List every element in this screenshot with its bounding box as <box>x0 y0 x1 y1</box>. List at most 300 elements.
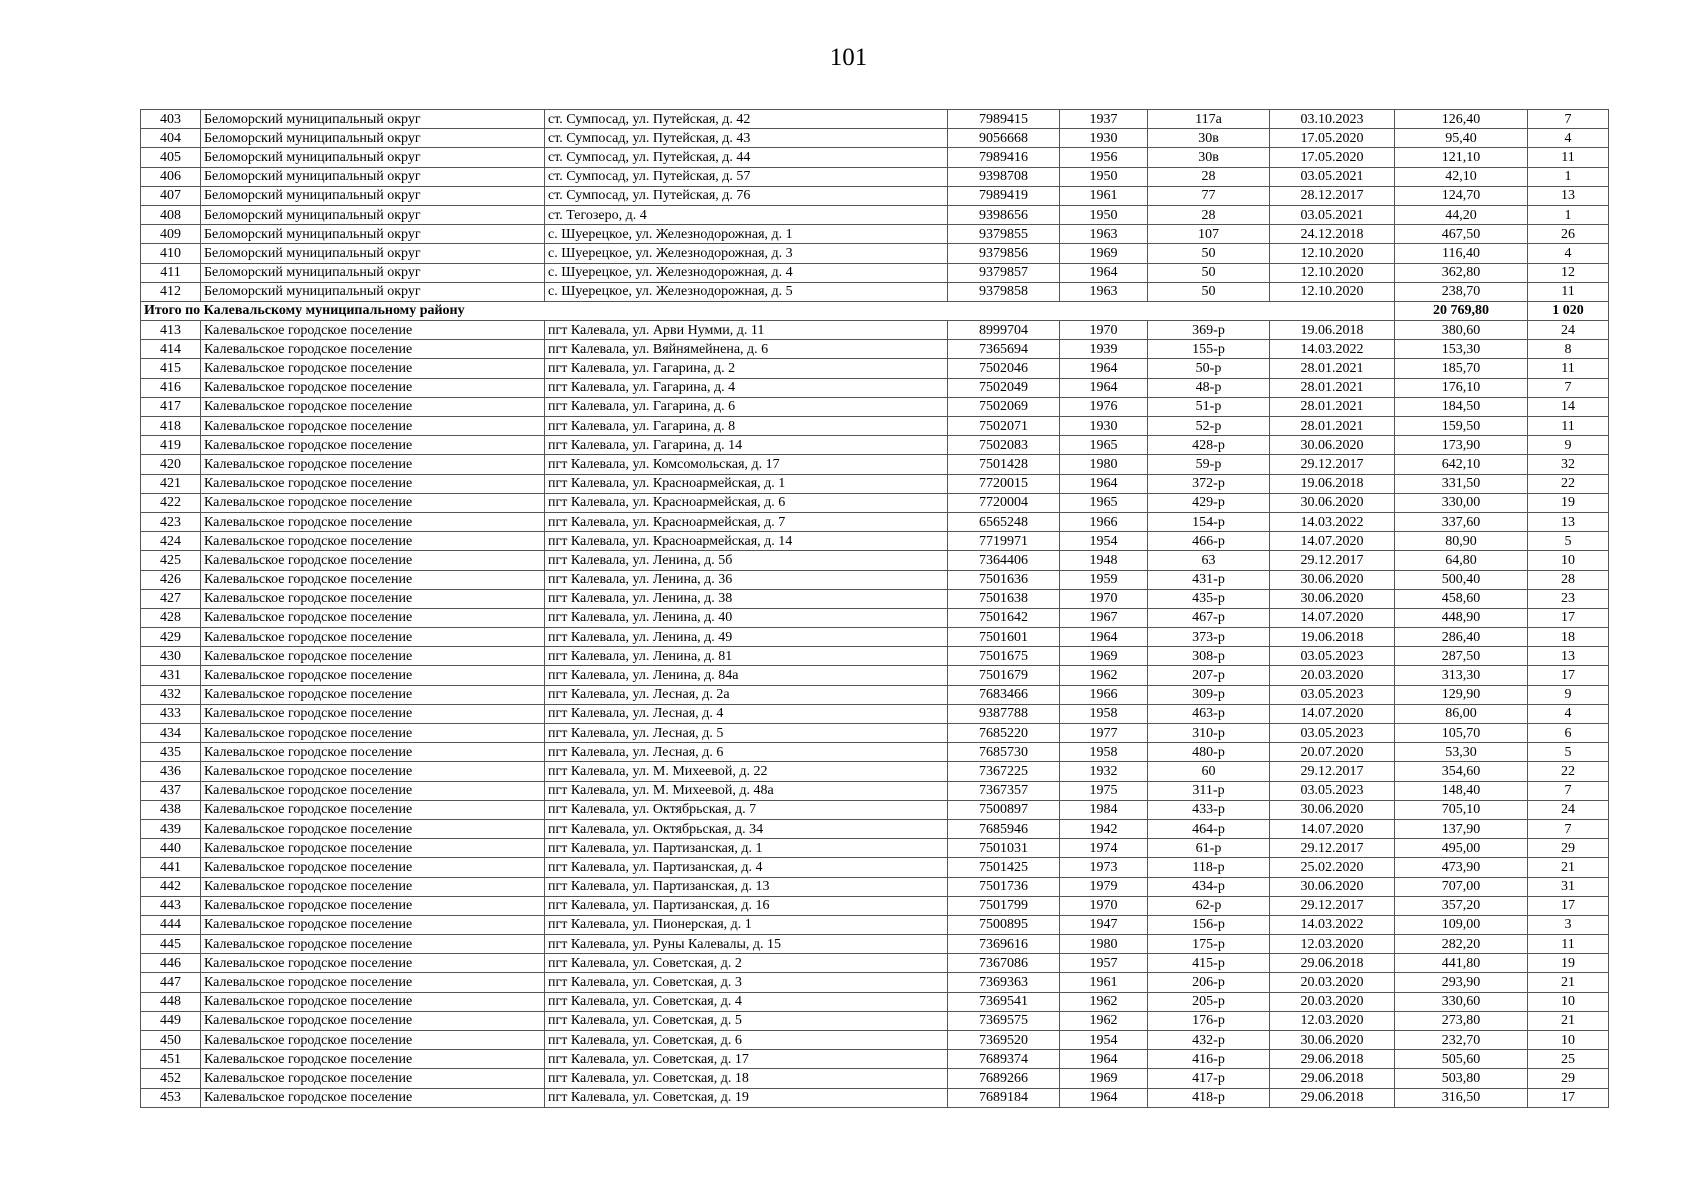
address-cell: пгт Калевала, ул. Гагарина, д. 4 <box>545 378 948 397</box>
year-built-cell: 1942 <box>1060 819 1148 838</box>
table-row <box>141 762 1609 781</box>
table-row <box>141 1088 1609 1107</box>
document-date-cell: 03.05.2023 <box>1270 781 1395 800</box>
table-row <box>141 244 1609 263</box>
address-cell: пгт Калевала, ул. Партизанская, д. 4 <box>545 858 948 877</box>
row-number-cell: 431 <box>141 666 201 685</box>
residents-cell: 5 <box>1528 743 1609 762</box>
area-cell: 42,10 <box>1395 167 1528 186</box>
municipality-cell: Калевальское городское поселение <box>201 436 545 455</box>
municipality-cell: Калевальское городское поселение <box>201 685 545 704</box>
document-date-cell: 29.12.2017 <box>1270 455 1395 474</box>
year-built-cell: 1954 <box>1060 532 1148 551</box>
area-cell: 109,00 <box>1395 915 1528 934</box>
municipality-cell: Калевальское городское поселение <box>201 781 545 800</box>
document-date-cell: 17.05.2020 <box>1270 148 1395 167</box>
municipality-cell: Калевальское городское поселение <box>201 551 545 570</box>
year-built-cell: 1930 <box>1060 417 1148 436</box>
residents-cell: 21 <box>1528 858 1609 877</box>
building-code-cell: 7502049 <box>948 378 1060 397</box>
row-number-cell: 438 <box>141 800 201 819</box>
document-number-cell: 466-р <box>1148 532 1270 551</box>
address-cell: пгт Калевала, ул. Красноармейская, д. 1 <box>545 474 948 493</box>
table-row <box>141 1031 1609 1050</box>
municipality-cell: Беломорский муниципальный округ <box>201 205 545 224</box>
document-number-cell: 415-р <box>1148 954 1270 973</box>
municipality-cell: Калевальское городское поселение <box>201 628 545 647</box>
area-cell: 707,00 <box>1395 877 1528 896</box>
residents-cell: 23 <box>1528 589 1609 608</box>
document-date-cell: 12.10.2020 <box>1270 263 1395 282</box>
row-number-cell: 429 <box>141 628 201 647</box>
row-number-cell: 417 <box>141 397 201 416</box>
residents-cell: 32 <box>1528 455 1609 474</box>
building-code-cell: 7720015 <box>948 474 1060 493</box>
address-cell: пгт Калевала, ул. Ленина, д. 40 <box>545 608 948 627</box>
residents-cell: 10 <box>1528 992 1609 1011</box>
document-number-cell: 30в <box>1148 148 1270 167</box>
building-code-cell: 6565248 <box>948 512 1060 531</box>
document-number-cell: 207-р <box>1148 666 1270 685</box>
municipality-cell: Калевальское городское поселение <box>201 378 545 397</box>
document-date-cell: 30.06.2020 <box>1270 493 1395 512</box>
year-built-cell: 1965 <box>1060 493 1148 512</box>
table-row <box>141 225 1609 244</box>
municipality-cell: Беломорский муниципальный округ <box>201 110 545 129</box>
table-row <box>141 992 1609 1011</box>
row-number-cell: 406 <box>141 167 201 186</box>
residents-cell: 17 <box>1528 608 1609 627</box>
residents-cell: 13 <box>1528 647 1609 666</box>
area-cell: 148,40 <box>1395 781 1528 800</box>
row-number-cell: 409 <box>141 225 201 244</box>
document-date-cell: 12.03.2020 <box>1270 1011 1395 1030</box>
page-number: 101 <box>829 44 868 71</box>
area-cell: 86,00 <box>1395 704 1528 723</box>
municipality-cell: Калевальское городское поселение <box>201 762 545 781</box>
residents-cell: 17 <box>1528 666 1609 685</box>
row-number-cell: 449 <box>141 1011 201 1030</box>
document-date-cell: 14.03.2022 <box>1270 340 1395 359</box>
table-row <box>141 570 1609 589</box>
municipality-cell: Калевальское городское поселение <box>201 973 545 992</box>
building-code-cell: 7501636 <box>948 570 1060 589</box>
document-date-cell: 12.10.2020 <box>1270 244 1395 263</box>
municipality-cell: Калевальское городское поселение <box>201 474 545 493</box>
municipality-cell: Калевальское городское поселение <box>201 493 545 512</box>
row-number-cell: 413 <box>141 321 201 340</box>
area-cell: 505,60 <box>1395 1050 1528 1069</box>
table-row <box>141 743 1609 762</box>
document-number-cell: 50 <box>1148 244 1270 263</box>
building-code-cell: 7685220 <box>948 724 1060 743</box>
table-row <box>141 474 1609 493</box>
address-cell: пгт Калевала, ул. Советская, д. 2 <box>545 954 948 973</box>
document-number-cell: 480-р <box>1148 743 1270 762</box>
row-number-cell: 444 <box>141 915 201 934</box>
document-number-cell: 52-р <box>1148 417 1270 436</box>
address-cell: пгт Калевала, ул. Гагарина, д. 8 <box>545 417 948 436</box>
residents-cell: 7 <box>1528 819 1609 838</box>
row-number-cell: 412 <box>141 282 201 301</box>
address-cell: пгт Калевала, ул. М. Михеевой, д. 22 <box>545 762 948 781</box>
building-code-cell: 7369616 <box>948 935 1060 954</box>
table-row <box>141 205 1609 224</box>
document-date-cell: 14.03.2022 <box>1270 915 1395 934</box>
area-cell: 467,50 <box>1395 225 1528 244</box>
year-built-cell: 1979 <box>1060 877 1148 896</box>
document-number-cell: 48-р <box>1148 378 1270 397</box>
municipality-cell: Калевальское городское поселение <box>201 839 545 858</box>
document-number-cell: 50-р <box>1148 359 1270 378</box>
building-code-cell: 7689374 <box>948 1050 1060 1069</box>
residents-cell: 5 <box>1528 532 1609 551</box>
residents-cell: 9 <box>1528 436 1609 455</box>
municipality-cell: Калевальское городское поселение <box>201 417 545 436</box>
document-number-cell: 308-р <box>1148 647 1270 666</box>
area-cell: 330,60 <box>1395 992 1528 1011</box>
table-row <box>141 685 1609 704</box>
document-number-cell: 176-р <box>1148 1011 1270 1030</box>
residents-cell: 29 <box>1528 1069 1609 1088</box>
address-cell: ст. Сумпосад, ул. Путейская, д. 44 <box>545 148 948 167</box>
year-built-cell: 1977 <box>1060 724 1148 743</box>
building-code-cell: 7501679 <box>948 666 1060 685</box>
address-cell: с. Шуерецкое, ул. Железнодорожная, д. 5 <box>545 282 948 301</box>
address-cell: пгт Калевала, ул. Гагарина, д. 6 <box>545 397 948 416</box>
row-number-cell: 450 <box>141 1031 201 1050</box>
table-row <box>141 378 1609 397</box>
total-label-cell: Итого по Калевальскому муниципальному району <box>141 301 1395 320</box>
document-date-cell: 14.07.2020 <box>1270 532 1395 551</box>
table-row <box>141 704 1609 723</box>
address-cell: пгт Калевала, ул. Арви Нумми, д. 11 <box>545 321 948 340</box>
municipality-cell: Калевальское городское поселение <box>201 800 545 819</box>
residents-cell: 14 <box>1528 397 1609 416</box>
row-number-cell: 427 <box>141 589 201 608</box>
document-number-cell: 418-р <box>1148 1088 1270 1107</box>
document-date-cell: 12.10.2020 <box>1270 282 1395 301</box>
residents-cell: 13 <box>1528 512 1609 531</box>
residents-cell: 25 <box>1528 1050 1609 1069</box>
table-row <box>141 340 1609 359</box>
row-number-cell: 410 <box>141 244 201 263</box>
document-date-cell: 03.05.2023 <box>1270 685 1395 704</box>
municipality-cell: Калевальское городское поселение <box>201 570 545 589</box>
table-row <box>141 436 1609 455</box>
municipality-cell: Калевальское городское поселение <box>201 896 545 915</box>
year-built-cell: 1964 <box>1060 263 1148 282</box>
year-built-cell: 1970 <box>1060 589 1148 608</box>
table-row <box>141 493 1609 512</box>
municipality-cell: Беломорский муниципальный округ <box>201 186 545 205</box>
document-date-cell: 03.05.2023 <box>1270 647 1395 666</box>
document-date-cell: 14.07.2020 <box>1270 608 1395 627</box>
table-row <box>141 877 1609 896</box>
document-number-cell: 428-р <box>1148 436 1270 455</box>
row-number-cell: 420 <box>141 455 201 474</box>
residents-cell: 17 <box>1528 896 1609 915</box>
address-cell: пгт Калевала, ул. Советская, д. 19 <box>545 1088 948 1107</box>
row-number-cell: 442 <box>141 877 201 896</box>
table-row <box>141 896 1609 915</box>
document-date-cell: 20.03.2020 <box>1270 666 1395 685</box>
document-date-cell: 25.02.2020 <box>1270 858 1395 877</box>
table-row <box>141 263 1609 282</box>
document-date-cell: 29.12.2017 <box>1270 551 1395 570</box>
table-row <box>141 417 1609 436</box>
document-number-cell: 467-р <box>1148 608 1270 627</box>
area-cell: 153,30 <box>1395 340 1528 359</box>
row-number-cell: 421 <box>141 474 201 493</box>
area-cell: 331,50 <box>1395 474 1528 493</box>
document-date-cell: 19.06.2018 <box>1270 628 1395 647</box>
area-cell: 500,40 <box>1395 570 1528 589</box>
row-number-cell: 434 <box>141 724 201 743</box>
area-cell: 105,70 <box>1395 724 1528 743</box>
municipality-cell: Калевальское городское поселение <box>201 340 545 359</box>
building-code-cell: 7989419 <box>948 186 1060 205</box>
year-built-cell: 1948 <box>1060 551 1148 570</box>
residents-cell: 19 <box>1528 493 1609 512</box>
area-cell: 503,80 <box>1395 1069 1528 1088</box>
building-code-cell: 7501425 <box>948 858 1060 877</box>
building-code-cell: 7367225 <box>948 762 1060 781</box>
row-number-cell: 441 <box>141 858 201 877</box>
residents-cell: 17 <box>1528 1088 1609 1107</box>
table-row <box>141 608 1609 627</box>
building-code-cell: 7989416 <box>948 148 1060 167</box>
year-built-cell: 1980 <box>1060 455 1148 474</box>
document-number-cell: 28 <box>1148 205 1270 224</box>
residents-cell: 7 <box>1528 781 1609 800</box>
residents-cell: 1 <box>1528 167 1609 186</box>
address-cell: пгт Калевала, ул. Советская, д. 5 <box>545 1011 948 1030</box>
building-code-cell: 7685730 <box>948 743 1060 762</box>
row-number-cell: 432 <box>141 685 201 704</box>
residents-cell: 28 <box>1528 570 1609 589</box>
address-cell: пгт Калевала, ул. Пионерская, д. 1 <box>545 915 948 934</box>
year-built-cell: 1963 <box>1060 225 1148 244</box>
year-built-cell: 1950 <box>1060 167 1148 186</box>
table-row <box>141 186 1609 205</box>
area-cell: 185,70 <box>1395 359 1528 378</box>
row-number-cell: 403 <box>141 110 201 129</box>
year-built-cell: 1984 <box>1060 800 1148 819</box>
table-row <box>141 973 1609 992</box>
area-cell: 173,90 <box>1395 436 1528 455</box>
document-number-cell: 310-р <box>1148 724 1270 743</box>
residents-cell: 24 <box>1528 321 1609 340</box>
document-number-cell: 50 <box>1148 263 1270 282</box>
document-date-cell: 20.03.2020 <box>1270 973 1395 992</box>
year-built-cell: 1961 <box>1060 973 1148 992</box>
address-cell: пгт Калевала, ул. Октябрьская, д. 34 <box>545 819 948 838</box>
address-cell: пгт Калевала, ул. Советская, д. 17 <box>545 1050 948 1069</box>
year-built-cell: 1958 <box>1060 704 1148 723</box>
residents-cell: 19 <box>1528 954 1609 973</box>
address-cell: пгт Калевала, ул. М. Михеевой, д. 48а <box>545 781 948 800</box>
address-cell: пгт Калевала, ул. Лесная, д. 5 <box>545 724 948 743</box>
municipality-cell: Калевальское городское поселение <box>201 666 545 685</box>
document-date-cell: 29.12.2017 <box>1270 839 1395 858</box>
address-cell: пгт Калевала, ул. Ленина, д. 81 <box>545 647 948 666</box>
residents-cell: 12 <box>1528 263 1609 282</box>
document-date-cell: 12.03.2020 <box>1270 935 1395 954</box>
year-built-cell: 1957 <box>1060 954 1148 973</box>
building-code-cell: 9379858 <box>948 282 1060 301</box>
document-number-cell: 417-р <box>1148 1069 1270 1088</box>
area-cell: 232,70 <box>1395 1031 1528 1050</box>
residents-cell: 9 <box>1528 685 1609 704</box>
building-code-cell: 7369520 <box>948 1031 1060 1050</box>
address-cell: пгт Калевала, ул. Советская, д. 3 <box>545 973 948 992</box>
row-number-cell: 418 <box>141 417 201 436</box>
document-date-cell: 28.01.2021 <box>1270 417 1395 436</box>
year-built-cell: 1962 <box>1060 666 1148 685</box>
area-cell: 354,60 <box>1395 762 1528 781</box>
area-cell: 126,40 <box>1395 110 1528 129</box>
municipality-cell: Беломорский муниципальный округ <box>201 244 545 263</box>
residents-cell: 21 <box>1528 973 1609 992</box>
municipality-cell: Калевальское городское поселение <box>201 589 545 608</box>
document-date-cell: 28.01.2021 <box>1270 359 1395 378</box>
row-number-cell: 443 <box>141 896 201 915</box>
document-number-cell: 77 <box>1148 186 1270 205</box>
year-built-cell: 1964 <box>1060 1050 1148 1069</box>
building-code-cell: 7502069 <box>948 397 1060 416</box>
building-code-cell: 7501601 <box>948 628 1060 647</box>
municipality-cell: Беломорский муниципальный округ <box>201 129 545 148</box>
document-date-cell: 20.07.2020 <box>1270 743 1395 762</box>
address-cell: с. Шуерецкое, ул. Железнодорожная, д. 1 <box>545 225 948 244</box>
year-built-cell: 1974 <box>1060 839 1148 858</box>
document-number-cell: 432-р <box>1148 1031 1270 1050</box>
year-built-cell: 1966 <box>1060 512 1148 531</box>
municipality-cell: Калевальское городское поселение <box>201 704 545 723</box>
address-cell: пгт Калевала, ул. Гагарина, д. 2 <box>545 359 948 378</box>
building-code-cell: 7501638 <box>948 589 1060 608</box>
year-built-cell: 1937 <box>1060 110 1148 129</box>
document-date-cell: 28.01.2021 <box>1270 397 1395 416</box>
document-number-cell: 309-р <box>1148 685 1270 704</box>
municipality-cell: Калевальское городское поселение <box>201 397 545 416</box>
residents-cell: 11 <box>1528 148 1609 167</box>
row-number-cell: 422 <box>141 493 201 512</box>
document-date-cell: 14.03.2022 <box>1270 512 1395 531</box>
address-cell: пгт Калевала, ул. Лесная, д. 4 <box>545 704 948 723</box>
building-code-cell: 7501428 <box>948 455 1060 474</box>
year-built-cell: 1969 <box>1060 647 1148 666</box>
total-area-cell: 20 769,80 <box>1395 301 1528 320</box>
document-number-cell: 433-р <box>1148 800 1270 819</box>
document-number-cell: 373-р <box>1148 628 1270 647</box>
municipality-cell: Беломорский муниципальный округ <box>201 263 545 282</box>
area-cell: 116,40 <box>1395 244 1528 263</box>
building-code-cell: 9379855 <box>948 225 1060 244</box>
residents-cell: 1 <box>1528 205 1609 224</box>
residents-cell: 8 <box>1528 340 1609 359</box>
address-cell: пгт Калевала, ул. Ленина, д. 84а <box>545 666 948 685</box>
document-date-cell: 30.06.2020 <box>1270 1031 1395 1050</box>
address-cell: пгт Калевала, ул. Комсомольская, д. 17 <box>545 455 948 474</box>
document-date-cell: 24.12.2018 <box>1270 225 1395 244</box>
municipality-cell: Калевальское городское поселение <box>201 992 545 1011</box>
municipality-cell: Калевальское городское поселение <box>201 647 545 666</box>
year-built-cell: 1964 <box>1060 628 1148 647</box>
row-number-cell: 451 <box>141 1050 201 1069</box>
table-row <box>141 359 1609 378</box>
document-number-cell: 155-р <box>1148 340 1270 359</box>
municipality-cell: Калевальское городское поселение <box>201 858 545 877</box>
row-number-cell: 423 <box>141 512 201 531</box>
document-number-cell: 311-р <box>1148 781 1270 800</box>
document-date-cell: 19.06.2018 <box>1270 321 1395 340</box>
residents-cell: 7 <box>1528 378 1609 397</box>
area-cell: 448,90 <box>1395 608 1528 627</box>
year-built-cell: 1962 <box>1060 992 1148 1011</box>
row-number-cell: 435 <box>141 743 201 762</box>
row-number-cell: 433 <box>141 704 201 723</box>
row-number-cell: 414 <box>141 340 201 359</box>
address-cell: пгт Калевала, ул. Лесная, д. 6 <box>545 743 948 762</box>
municipality-cell: Калевальское городское поселение <box>201 608 545 627</box>
table-row <box>141 781 1609 800</box>
table-row <box>141 148 1609 167</box>
row-number-cell: 426 <box>141 570 201 589</box>
table-row <box>141 724 1609 743</box>
row-number-cell: 439 <box>141 819 201 838</box>
document-number-cell: 50 <box>1148 282 1270 301</box>
year-built-cell: 1965 <box>1060 436 1148 455</box>
building-code-cell: 7369575 <box>948 1011 1060 1030</box>
table-row <box>141 110 1609 129</box>
document-date-cell: 30.06.2020 <box>1270 436 1395 455</box>
residents-cell: 7 <box>1528 110 1609 129</box>
building-code-cell: 7501799 <box>948 896 1060 915</box>
area-cell: 124,70 <box>1395 186 1528 205</box>
area-cell: 316,50 <box>1395 1088 1528 1107</box>
document-number-cell: 62-р <box>1148 896 1270 915</box>
municipality-cell: Калевальское городское поселение <box>201 321 545 340</box>
area-cell: 337,60 <box>1395 512 1528 531</box>
residents-cell: 22 <box>1528 762 1609 781</box>
building-code-cell: 7502083 <box>948 436 1060 455</box>
document-date-cell: 29.06.2018 <box>1270 954 1395 973</box>
area-cell: 80,90 <box>1395 532 1528 551</box>
year-built-cell: 1970 <box>1060 321 1148 340</box>
municipality-cell: Калевальское городское поселение <box>201 743 545 762</box>
building-code-cell: 7685946 <box>948 819 1060 838</box>
document-number-cell: 435-р <box>1148 589 1270 608</box>
year-built-cell: 1958 <box>1060 743 1148 762</box>
document-number-cell: 175-р <box>1148 935 1270 954</box>
address-cell: пгт Калевала, ул. Ленина, д. 36 <box>545 570 948 589</box>
address-cell: пгт Калевала, ул. Советская, д. 6 <box>545 1031 948 1050</box>
address-cell: пгт Калевала, ул. Партизанская, д. 16 <box>545 896 948 915</box>
residents-cell: 11 <box>1528 282 1609 301</box>
building-code-cell: 9379856 <box>948 244 1060 263</box>
address-cell: пгт Калевала, ул. Советская, д. 4 <box>545 992 948 1011</box>
table-row <box>141 915 1609 934</box>
address-cell: пгт Калевала, ул. Гагарина, д. 14 <box>545 436 948 455</box>
document-number-cell: 429-р <box>1148 493 1270 512</box>
address-cell: ст. Сумпосад, ул. Путейская, д. 42 <box>545 110 948 129</box>
address-cell: с. Шуерецкое, ул. Железнодорожная, д. 3 <box>545 244 948 263</box>
row-number-cell: 440 <box>141 839 201 858</box>
year-built-cell: 1973 <box>1060 858 1148 877</box>
area-cell: 137,90 <box>1395 819 1528 838</box>
